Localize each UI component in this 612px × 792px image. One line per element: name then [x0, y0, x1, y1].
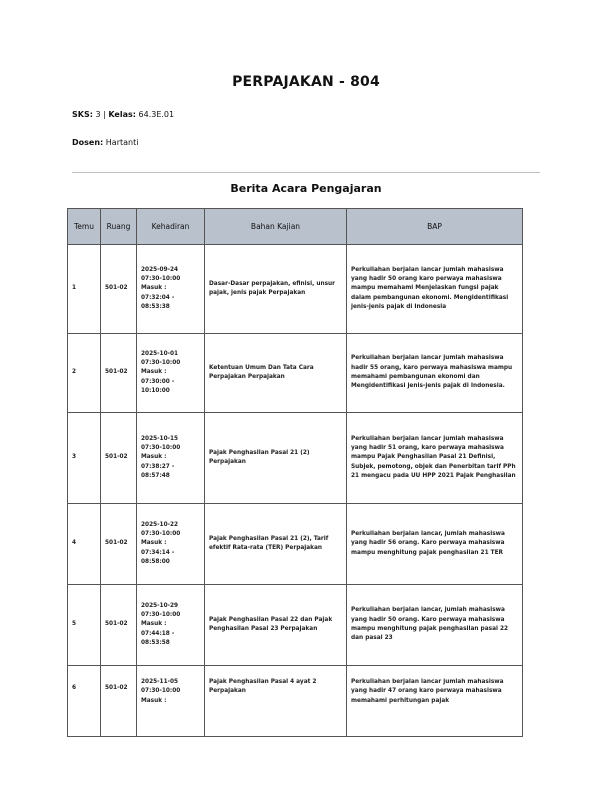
bap-cell: Perkuliahan berjalan lancar, jumlah mahasiswa yang hadir 50 orang. Karo perwaya mahasiswa mampu menghitung pajak penghasilan pasal 22 dan pasal 23 — [347, 585, 523, 666]
header-kehadiran: Kehadiran — [137, 209, 205, 245]
section-title: Berita Acara Pengajaran — [230, 182, 382, 195]
document-title: PERPAJAKAN - 804 — [232, 74, 380, 90]
kehadiran-cell — [137, 245, 205, 334]
time-out: 08:53:38 — [141, 304, 170, 311]
masuk-label: Masuk : — [141, 285, 167, 292]
ruang-cell: 501-02 — [101, 413, 137, 504]
date: 2025-10-22 — [141, 521, 179, 528]
temu-cell: 5 — [68, 585, 101, 666]
bap-cell: Perkuliahan berjalan lancar jumlah mahasiswa hadir 55 orang, karo perwaya mahasiswa mampu memahami pembangunan ekonomi dan Mengidentifikasi jenis-jenis pajak di Indonesia. — [347, 334, 523, 413]
table-row — [68, 504, 523, 585]
table-row — [68, 245, 523, 334]
lecturer-line: Dosen: Hartanti — [72, 138, 139, 147]
date: 2025-10-15 — [141, 435, 179, 442]
time-in: 07:30:00 - — [141, 378, 175, 385]
table-header-row — [68, 209, 523, 245]
teaching-record-table — [67, 208, 523, 737]
temu-cell: 3 — [68, 413, 101, 504]
date: 2025-10-29 — [141, 602, 179, 609]
schedule: 07:30-10:00 — [141, 359, 181, 366]
header-ruang: Ruang — [101, 209, 137, 245]
time-out: 08:53:58 — [141, 640, 170, 647]
date: 2025-10-01 — [141, 350, 179, 357]
time-in: 07:32:04 - — [141, 294, 175, 301]
date: 2025-11-05 — [141, 679, 179, 685]
bahan-kajian-cell: Pajak Penghasilan Pasal 21 (2), Tarif efektif Rata-rata (TER) Perpajakan — [205, 504, 347, 585]
masuk-label: Masuk : — [141, 454, 167, 461]
sks-value: 3 — [95, 110, 101, 119]
temu-cell: 4 — [68, 504, 101, 585]
sks-label: SKS — [72, 110, 90, 119]
kehadiran-cell — [137, 413, 205, 504]
date: 2025-09-24 — [141, 266, 179, 273]
ruang-cell: 501-02 — [101, 585, 137, 666]
time-in: 07:44:18 - — [141, 630, 175, 637]
time-out: 10:10:00 — [141, 388, 170, 395]
temu-cell: 6 — [68, 666, 101, 737]
table-row — [68, 666, 523, 737]
time-in: 07:34:14 - — [141, 549, 175, 556]
header-temu: Temu — [68, 209, 101, 245]
table-row — [68, 334, 523, 413]
dosen-value: Hartanti — [105, 138, 139, 147]
ruang-cell: 501-02 — [101, 504, 137, 585]
temu-cell: 2 — [68, 334, 101, 413]
schedule: 07:30-10:00 — [141, 688, 181, 695]
schedule: 07:30-10:00 — [141, 530, 181, 537]
kehadiran-cell — [137, 504, 205, 585]
bahan-kajian-cell: Pajak Penghasilan Pasal 4 ayat 2 Perpajakan — [205, 666, 347, 737]
time-in: 07:38:27 - — [141, 463, 175, 470]
masuk-label: Masuk : — [141, 697, 167, 704]
kehadiran-cell — [137, 585, 205, 666]
header-bahan-kajian: Bahan Kajian — [205, 209, 347, 245]
bahan-kajian-cell: Pajak Penghasilan Pasal 21 (2) Perpajakan — [205, 413, 347, 504]
ruang-cell: 501-02 — [101, 245, 137, 334]
ruang-cell: 501-02 — [101, 666, 137, 737]
bap-cell: Perkuliahan berjalan lancar, jumlah mahasiswa yang hadir 56 orang. Karo perwaya mahasiswa mampu menghitung pajak penghasilan 21 TER — [347, 504, 523, 585]
masuk-label: Masuk : — [141, 369, 167, 376]
kehadiran-cell — [137, 666, 205, 737]
header-bap: BAP — [347, 209, 523, 245]
bap-cell: Perkuliahan berjalan lancar jumlah mahasiswa yang hadir 51 orang, karo perwaya mahasiswa mampu Pajak Penghasilan Pasal 21 Definisi, Subjek, pemotong, objek dan Penerbitan tarif PPh 21 mengacu pada UU HPP 2021 Pajak Penghasilan — [347, 413, 523, 504]
kehadiran-cell — [137, 334, 205, 413]
kelas-label: Kelas — [108, 110, 133, 119]
bap-cell: Perkuliahan berjalan lancar jumlah mahasiswa yang hadir 50 orang karo perwaya mahasiswa mampu memahami Menjelaskan fungsi pajak dalam pembangunan ekonomi. Mengidentifikasi jenis-jenis pajak di Indonesia — [347, 245, 523, 334]
bahan-kajian-cell: Dasar-Dasar perpajakan, efinisi, unsur pajak, jenis pajak Perpajakan — [205, 245, 347, 334]
masuk-label: Masuk : — [141, 621, 167, 628]
table-row — [68, 413, 523, 504]
masuk-label: Masuk : — [141, 540, 167, 547]
table-row — [68, 585, 523, 666]
kelas-value: 64.3E.01 — [138, 110, 175, 119]
time-out: 08:58:00 — [141, 559, 170, 566]
schedule: 07:30-10:00 — [141, 275, 181, 282]
bap-cell: Perkuliahan berjalan lancar jumlah mahasiswa yang hadir 47 orang karo perwaya mahasiswa memahami perhitungan pajak — [347, 666, 523, 737]
bahan-kajian-cell: Pajak Penghasilan Pasal 22 dan Pajak Penghasilan Pasal 23 Perpajakan — [205, 585, 347, 666]
course-info-line: SKS: 3 | Kelas: 64.3E.01 — [72, 110, 175, 119]
schedule: 07:30-10:00 — [141, 611, 181, 618]
temu-cell: 1 — [68, 245, 101, 334]
ruang-cell: 501-02 — [101, 334, 137, 413]
time-out: 08:57:48 — [141, 473, 170, 480]
separator: | — [103, 110, 106, 119]
schedule: 07:30-10:00 — [141, 444, 181, 451]
bahan-kajian-cell: Ketentuan Umum Dan Tata Cara Perpajakan Perpajakan — [205, 334, 347, 413]
divider — [72, 172, 540, 173]
dosen-label: Dosen — [72, 138, 101, 147]
